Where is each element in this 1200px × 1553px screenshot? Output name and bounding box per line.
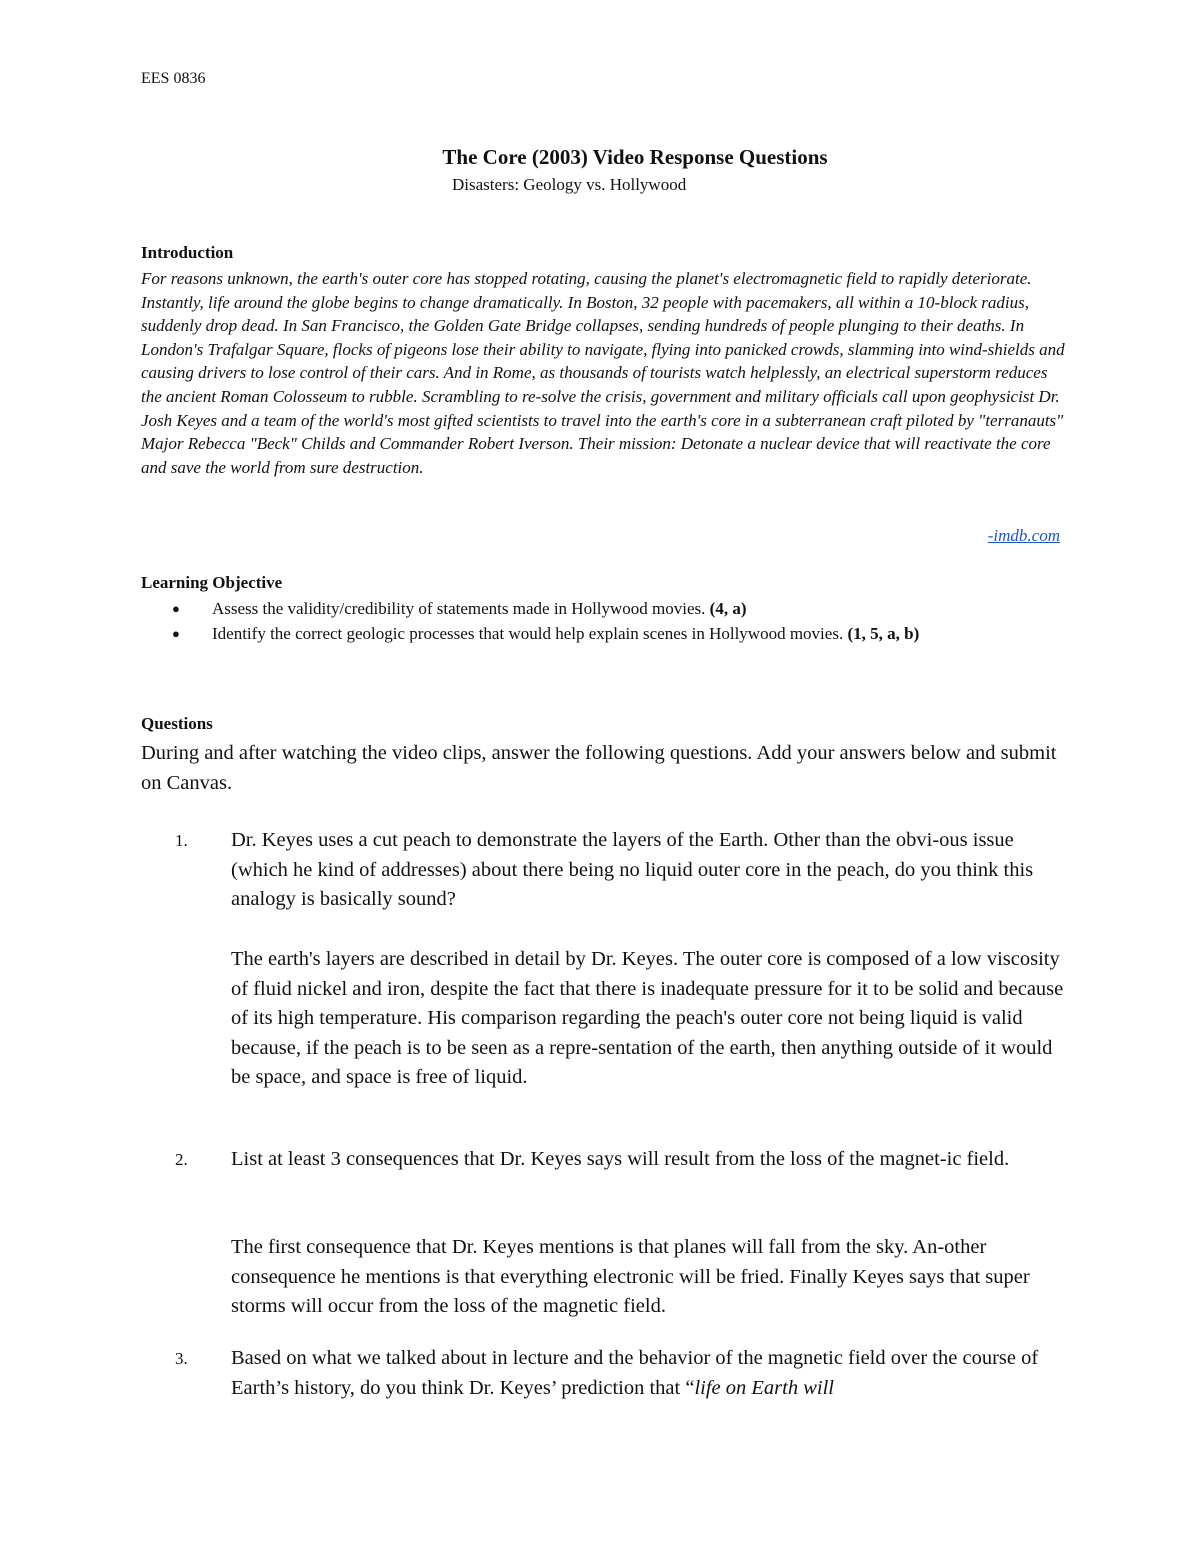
- objective-code: (1, 5, a, b): [847, 624, 920, 643]
- introduction-body: [141, 267, 1066, 479]
- introduction-text: For reasons unknown, the earth's outer core has stopped rotating, causing the planet's electromagnetic field to rapidly deteriorate. Instantly, life around the globe begins to change dramatically. In Boston, 32 people with pacemakers, all within a 10-block radius, suddenly drop dead. In San Francisco, the Golden Gate Bridge collapses, sending hundreds of people plunging to their deaths. In London's Trafalgar Square, flocks of pigeons lose their ability to navigate, flying into panicked crowds, slamming into wind-shields and causing drivers to lose control of their cars. And in Rome, as thousands of tourists watch helplessly, an electrical superstorm reduces the ancient Roman Colosseum to rubble. Scrambling to re-solve the crisis, government and military officials call upon geophysicist Dr. Josh Keyes and a team of the world's most gifted scientists to travel into the earth's core in a subterranean craft piloted by "terranauts" Major Rebecca "Beck" Childs and Commander Robert Iverson. Their mission: Detonate a nuclear device that will reactivate the core and save the world from sure destruction.: [141, 269, 1065, 477]
- answer-1: The earth's layers are described in detail by Dr. Keyes. The outer core is composed of a low viscosity of fluid nickel and iron, despite the fact that there is inadequate pressure for it to be solid and because of its high temperature. His comparison regarding the peach's outer core not being liquid is valid because, if the peach is to be seen as a repre-sentation of the earth, then anything outside of it would be space, and space is free of liquid.: [231, 948, 1064, 1088]
- question-text-start: Based on what we talked about in lecture and the behavior of the magnetic field over the course of Earth’s history, do you think Dr. Keyes’ prediction that “: [231, 1347, 1039, 1399]
- questions-heading: Questions: [141, 714, 213, 733]
- objective-text: Assess the validity/credibility of statements made in Hollywood movies.: [212, 599, 706, 618]
- bullet-icon: ●: [172, 626, 180, 641]
- learning-objective-heading: Learning Objective: [141, 573, 283, 592]
- answer-2: The first consequence that Dr. Keyes mentions is that planes will fall from the sky. An-other consequence he mentions is that everything electronic will be fried. Finally Keyes says that super storms will occur from the loss of the magnetic field.: [231, 1236, 1030, 1317]
- document-subtitle: Disasters: Geology vs. Hollywood: [452, 175, 687, 194]
- objective-code: (4, a): [709, 599, 747, 618]
- bullet-icon: ●: [172, 601, 180, 616]
- questions-instructions: During and after watching the video clips, answer the following questions. Add your answers below and submit on Canvas.: [141, 742, 1057, 794]
- question-number: 1.: [175, 831, 188, 850]
- question-text: [231, 1344, 1065, 1403]
- learning-objective-list: [172, 597, 1072, 647]
- question-number: 2.: [175, 1150, 188, 1169]
- question-3: [175, 1344, 1065, 1403]
- question-text-italic: life on Earth will: [694, 1376, 834, 1399]
- objective-text: Identify the correct geologic processes that would help explain scenes in Hollywood movies.: [212, 624, 844, 643]
- question-1: [175, 826, 1065, 915]
- imdb-source-link[interactable]: -imdb.com: [987, 526, 1060, 545]
- question-2: [175, 1145, 1065, 1175]
- course-code: EES 0836: [141, 70, 206, 87]
- question-text: Dr. Keyes uses a cut peach to demonstrate the layers of the Earth. Other than the obvi-ous issue (which he kind of addresses) about there being no liquid outer core in the peach, do you think this analogy is basically sound?: [231, 829, 1034, 910]
- document-title: The Core (2003) Video Response Questions: [442, 145, 828, 169]
- list-item: [172, 622, 1072, 645]
- question-number: 3.: [175, 1349, 188, 1368]
- list-item: [172, 597, 1072, 620]
- introduction-heading: Introduction: [141, 243, 234, 262]
- question-text: List at least 3 consequences that Dr. Keyes says will result from the loss of the magnet-ic field.: [231, 1148, 1010, 1170]
